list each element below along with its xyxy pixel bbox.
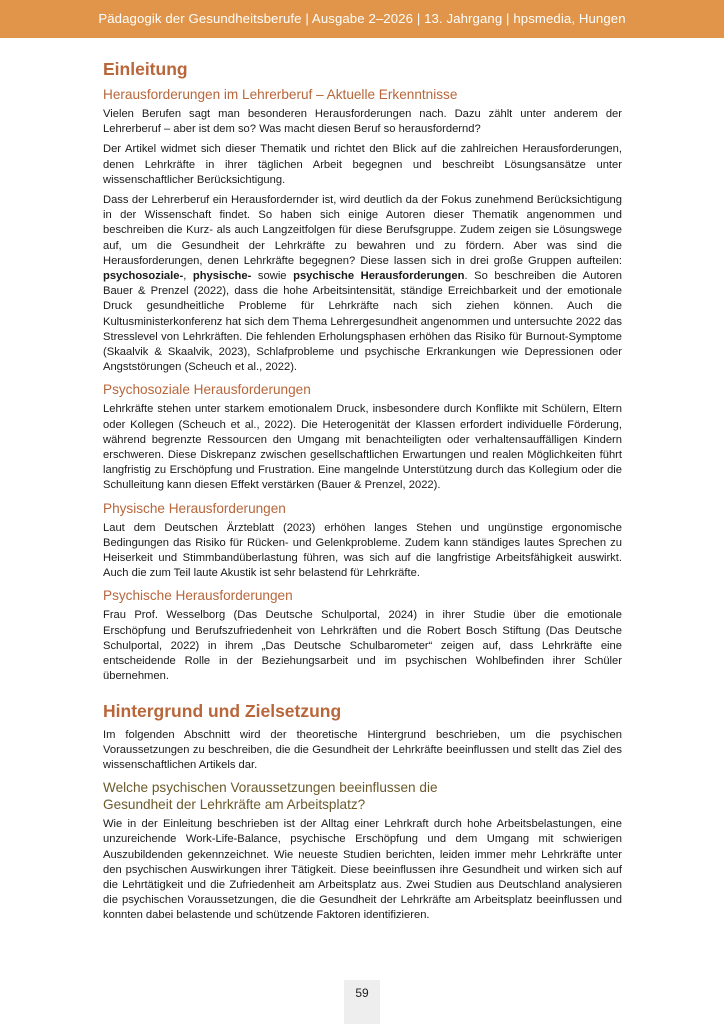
paragraph: Wie in der Einleitung beschrieben ist der Alltag einer Lehrkraft durch hohe Arbeitsbelastungen, eine unzureichende Work-Life-Balance, psychische Erschöpfung und dem Umgang mit schwierigen Auszubildenden gekennzeichnet. Wie neueste Studien berichten, leiden immer mehr Lehrkräfte unter den psychischen Auswirkungen ihrer Tätigkeit. Diese beeinflussen ihre Gesundheit und wirken sich auf die Lehrtätigkeit und die Zufriedenheit am Arbeitsplatz aus. Zwei Studien aus Deutschland analysieren die psychischen Voraussetzungen, die die Gesundheit der Lehrkräfte am Arbeitsplatz beeinflussen und konnten dabei belastende und schützende Faktoren identifizieren.	[103, 818, 622, 922]
section-title-einleitung: Einleitung	[103, 59, 188, 79]
paragraph: Frau Prof. Wesselborg (Das Deutsche Schulportal, 2024) in ihrer Studie über die emotionale Erschöpfung und Berufszufriedenheit von Lehrkräften und die Robert Bosch Stiftung (Das Deutsche Schulportal, 2022) in ihrem „Das Deutsche Schulbarometer“ zeigen auf, dass Lehrkräfte eine entscheidende Rolle in der Beziehungsarbeit und im psychischen Wohlbefinden ihrer Schüler übernehmen.	[103, 609, 622, 683]
bold-term-psychisch: psychische Herausforderungen	[293, 270, 465, 283]
subsection-title-line: Gesundheit der Lehrkräfte am Arbeitsplatz?	[103, 797, 366, 813]
paragraph: Laut dem Deutschen Ärzteblatt (2023) erhöhen langes Stehen und ungünstige ergonomische Bedingungen das Risiko für Rücken- und Gelenkprobleme. Zudem kann ständiges lautes Sprechen zu Heiserkeit und Stimmbandüberlastung führen, was sich auf die langfristige Arbeitsfähigkeit auswirkt. Auch die zum Teil laute Akustik ist sehr belastend für Lehrkräfte.	[103, 521, 622, 580]
subsection-title-line: Welche psychischen Voraussetzungen beeinflussen die	[103, 780, 438, 796]
paragraph: Im folgenden Abschnitt wird der theoretische Hintergrund beschrieben, um die psychischen Voraussetzungen zu beschreiben, die die Gesundheit der Lehrkräfte beeinflussen und stellt das Ziel des wissenschaftlichen Artikels dar.	[103, 728, 622, 771]
paragraph-text: ,	[183, 270, 193, 283]
paragraph: Vielen Berufen sagt man besonderen Herausforderungen nach. Dazu zählt unter anderem der Lehrerberuf – aber ist dem so? Was macht diesen Beruf so herausfordernd?	[103, 108, 622, 136]
page-number: 59	[344, 980, 380, 1024]
paragraph-text: . So beschreiben die Autoren Bauer & Prenzel (2022), dass die hohe Arbeitsintensität, ständige Erreichbarkeit und der emotionale Druck gesundheitliche Probleme für Lehrkräfte nach sich ziehen können. Auch die Kultusministerkonferenz hat sich dem Thema Lehrergesundheit angenommen und untersuchte 2022 das Stresslevel von Lehrkräften. Die fehlenden Erholungsphasen erhöhen das Risiko für Burnout-Symptome (Skaalvik & Skaalvik, 2023), Schlafprobleme und psychische Erkrankungen wie Depressionen oder Angststörungen (Scheuch et al., 2022).	[103, 270, 622, 374]
bold-term-psychosozial: psychosoziale-	[103, 270, 184, 283]
section-title-hintergrund: Hintergrund und Zielsetzung	[103, 700, 342, 721]
paragraph: Der Artikel widmet sich dieser Thematik und richtet den Blick auf die zahlreichen Herausforderungen, denen Lehrkräfte in ihrer täglichen Arbeit begegnen und beschreibt Lösungsansätze unter wissenschaftlicher Berücksichtigung.	[103, 143, 622, 186]
subsection-title-herausforderungen: Herausforderungen im Lehrerberuf – Aktuelle Erkenntnisse	[103, 87, 458, 102]
subsection-title-psychosozial: Psychosoziale Herausforderungen	[103, 382, 311, 398]
subsection-title-physisch: Physische Herausforderungen	[103, 500, 286, 516]
paragraph: Lehrkräfte stehen unter starkem emotionalem Druck, insbesondere durch Konflikte mit Schülern, Eltern oder Kollegen (Scheuch et al., 2022). Die Heterogenität der Klassen erfordert individuelle Förderung, während begrenzte Ressourcen den Umgang mit benachteiligten oder verhaltensauffälligen Kindern erschweren. Diese Diskrepanz zwischen gesellschaftlichen Erwartungen und realen Möglichkeiten führt langfristig zu Erschöpfung und Frustration. Eine mangelnde Unterstützung durch das Kollegium oder die Schulleitung kann diesen Effekt verstärken (Bauer & Prenzel, 2022).	[103, 403, 622, 492]
paragraph	[103, 193, 622, 375]
subsection-title-voraussetzungen	[103, 779, 622, 813]
subsection-title-psychisch: Psychische Herausforderungen	[103, 588, 293, 604]
bold-term-physisch: physische-	[192, 270, 252, 283]
paragraph-text: sowie	[251, 270, 294, 283]
paragraph-text: Dass der Lehrerberuf ein Herausfordernder ist, wird deutlich da der Fokus zunehmend Berücksichtigung in der Wissenschaft findet. So haben sich einige Autoren dieser Thematik angenommen und beschreiben die Kurz- als auch Langzeitfolgen für diese Berufsgruppe. Zudem zeigen sie Lösungswege auf, um die Gesundheit der Lehrkräfte zu bewahren und zu fördern. Aber was sind die Herausforderungen, denen Lehrkräfte begegnen? Diese lassen sich in drei große Gruppen aufteilen:	[103, 194, 622, 267]
running-header: Pädagogik der Gesundheitsberufe | Ausgabe 2–2026 | 13. Jahrgang | hpsmedia, Hungen	[0, 0, 724, 38]
article-body	[103, 58, 622, 929]
